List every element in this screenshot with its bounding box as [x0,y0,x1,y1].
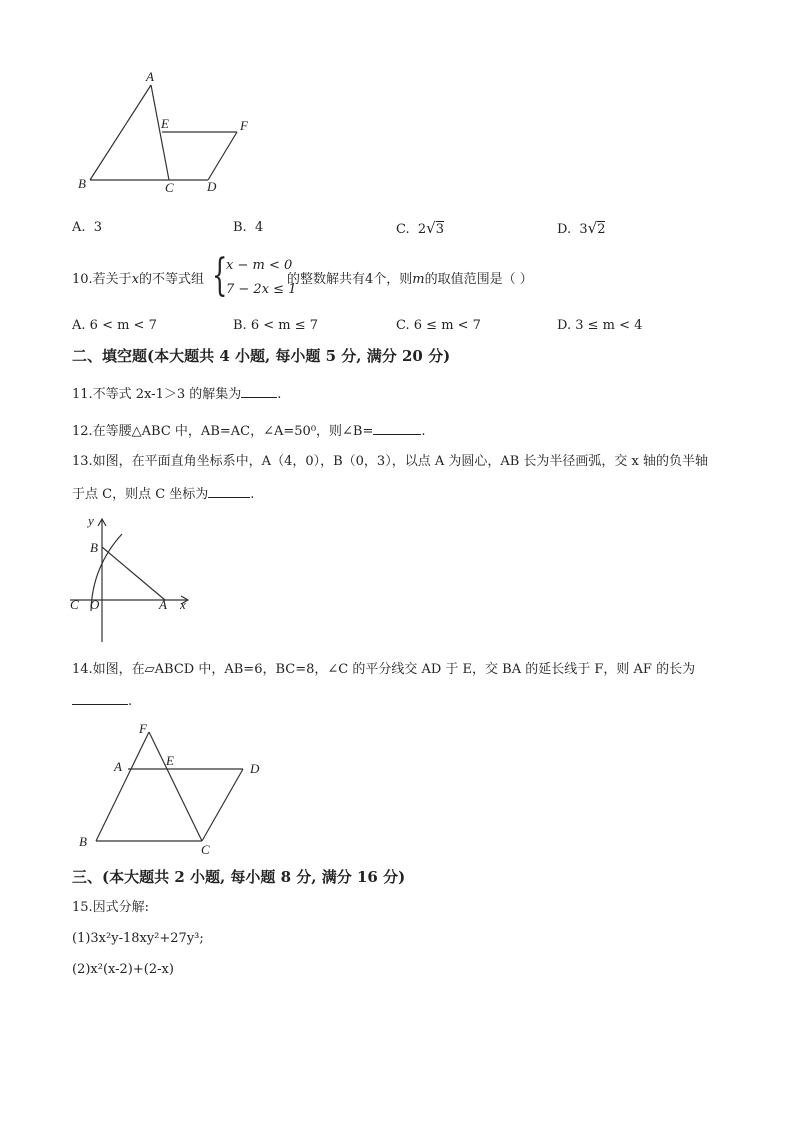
section-3-title: 三、(本大题共 2 小题, 每小题 8 分, 满分 16 分) [72,868,406,886]
q10-stem-end: 的整数解共有4个，则m的取值范围是（ ） [287,272,533,287]
label-F: F [240,118,248,133]
label-y: y [88,513,94,528]
label-A: A [159,597,167,612]
label-A: A [114,759,122,774]
q10-option-c: C. 6 ≤ m < 7 [396,318,481,333]
label-C: C [70,597,79,612]
answer-blank [373,422,421,435]
figure-q14 [70,718,270,858]
q14-line-2: . [72,692,132,711]
q9-option-d: D. 3√2 [557,219,606,237]
q15-part-2: (2)x²(x-2)+(2-x) [72,962,174,977]
q10-option-a: A. 6 < m < 7 [72,318,157,333]
answer-blank [241,385,277,398]
section-2-title: 二、填空题(本大题共 4 小题, 每小题 5 分, 满分 20 分) [72,347,451,365]
q10-ineq-2: 7 − 2x ≤ 1 [226,282,297,297]
figure-q9 [70,65,260,200]
brace-symbol: { [212,250,228,301]
label-B: B [90,540,98,555]
label-C: C [201,842,210,857]
q10-stem-start: 10.若关于x的不等式组 [72,272,205,287]
answer-blank [208,485,250,498]
q13-line-2: 于点 C，则点 C 坐标为 . [72,487,255,502]
answer-blank [72,692,128,705]
q10-ineq-1: x − m < 0 [226,258,293,273]
label-C: C [165,180,174,195]
label-F: F [139,721,147,736]
label-D: D [250,761,260,776]
q10-option-d: D. 3 ≤ m < 4 [557,318,643,333]
q9-option-b: B. 4 [233,220,264,235]
q13-line-1: 13.如图，在平面直角坐标系中，A（4，0），B（0，3），以点 A 为圆心，AB 长为半径画弧，交 x 轴的负半轴 [72,454,709,469]
label-B: B [79,834,87,849]
q9-option-c: C. 2√3 [396,219,445,237]
label-E: E [166,753,174,768]
label-B: B [78,176,86,191]
q15-title: 15.因式分解: [72,900,150,915]
q15-part-1: (1)3x²y-18xy²+27y³; [72,931,204,946]
q11: 11.不等式 2x-1＞3 的解集为 . [72,387,282,402]
q14-line-1: 14.如图，在▱ABCD 中，AB=6，BC=8，∠C 的平分线交 AD 于 E，交 BA 的延长线于 F，则 AF 的长为 [72,662,696,677]
q12: 12.在等腰△ABC 中，AB=AC，∠A=50⁰，则∠B= . [72,424,426,439]
label-A: A [146,69,154,84]
q10-option-b: B. 6 < m ≤ 7 [233,318,319,333]
label-E: E [161,116,169,131]
label-O: O [90,597,100,612]
q9-option-a: A. 3 [72,220,103,235]
figure-q13 [65,512,195,644]
label-D: D [207,179,217,194]
label-x: x [180,597,186,612]
